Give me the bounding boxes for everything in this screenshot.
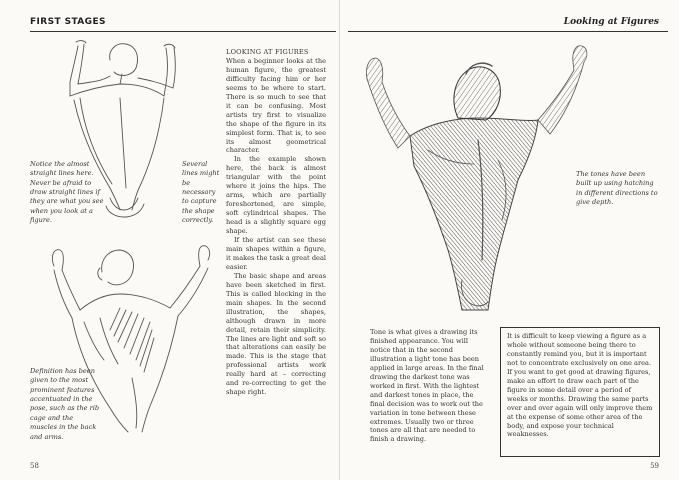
left-running-header: FIRST STAGES [30, 17, 106, 27]
page-number-right: 59 [650, 462, 659, 470]
figure-shaded-drawing [358, 40, 598, 315]
article-paragraph-4: The basic shape and areas have been sketched in first. This is called blocking in the main shapes. In the second illustration, the shapes, although drawn in more detail, retain their simplicity. The lines are light and soft so that alterations can easily be made. This is the stage that professional artists work really hard at – correcting and re-correcting to get the shape right. [226, 271, 326, 397]
tip-box-text: It is difficult to keep viewing a figure as a whole without someone being there to constantly remind you, but it is important not to concentrate exclusively on one area. If you want to get good at drawing figures, make an effort to draw each part of the figure in some detail over a period of weeks or months. Drawing the same parts over and over again will only improve them at the expense of some other area of the body, and expose your technical weaknesses. [507, 332, 653, 439]
caption-several-lines: Several lines might be necessary to capture the shape correctly. [182, 160, 220, 225]
left-header-rule [30, 31, 336, 32]
left-page [0, 0, 339, 480]
article-column [226, 48, 326, 397]
tone-paragraph: Tone is what gives a drawing its finished appearance. You will notice that in the second illustration a light tone has been applied in large areas. In the final drawing the darkest tone was worked in first. With the lightest and darkest tones in place, the final decision was to work out the variation in tone between these extremes. Usually two or three tones are all that are needed to finish a drawing. [370, 328, 484, 444]
article-paragraph-3: If the artist can see these main shapes within a figure, it makes the task a great deal easier. [226, 236, 326, 271]
page-number-left: 58 [30, 462, 39, 470]
article-paragraph-1: When a beginner looks at the human figure, the greatest difficulty facing him or her seems to be where to start. There is so much to see that it can be confusing. Most artists try first to visualize the shape of the figure in its simplest form. That is, to see its almost geometrical character. [226, 56, 326, 155]
right-header-rule [348, 31, 668, 32]
caption-definition: Definition has been given to the most prominent features accentuated in the pose, such as the rib cage and the muscles in the back and arms. [30, 367, 100, 441]
article-heading: LOOKING AT FIGURES [226, 48, 309, 56]
right-running-header: Looking at Figures [563, 17, 659, 27]
right-page [340, 0, 679, 480]
caption-tones-built: The tones have been built up using hatching in different directions to give depth. [576, 170, 658, 207]
caption-straight-lines: Notice the almost straight lines here. Never be afraid to draw straight lines if they are what you see when you look at a figure. [30, 160, 104, 225]
article-paragraph-2: In the example shown here, the back is almost triangular with the point where it joins the hips. The arms, which are partially foreshortened, are simple, soft cylindrical shapes. The head is a slightly square egg shape. [226, 155, 326, 236]
tip-box [500, 327, 660, 457]
